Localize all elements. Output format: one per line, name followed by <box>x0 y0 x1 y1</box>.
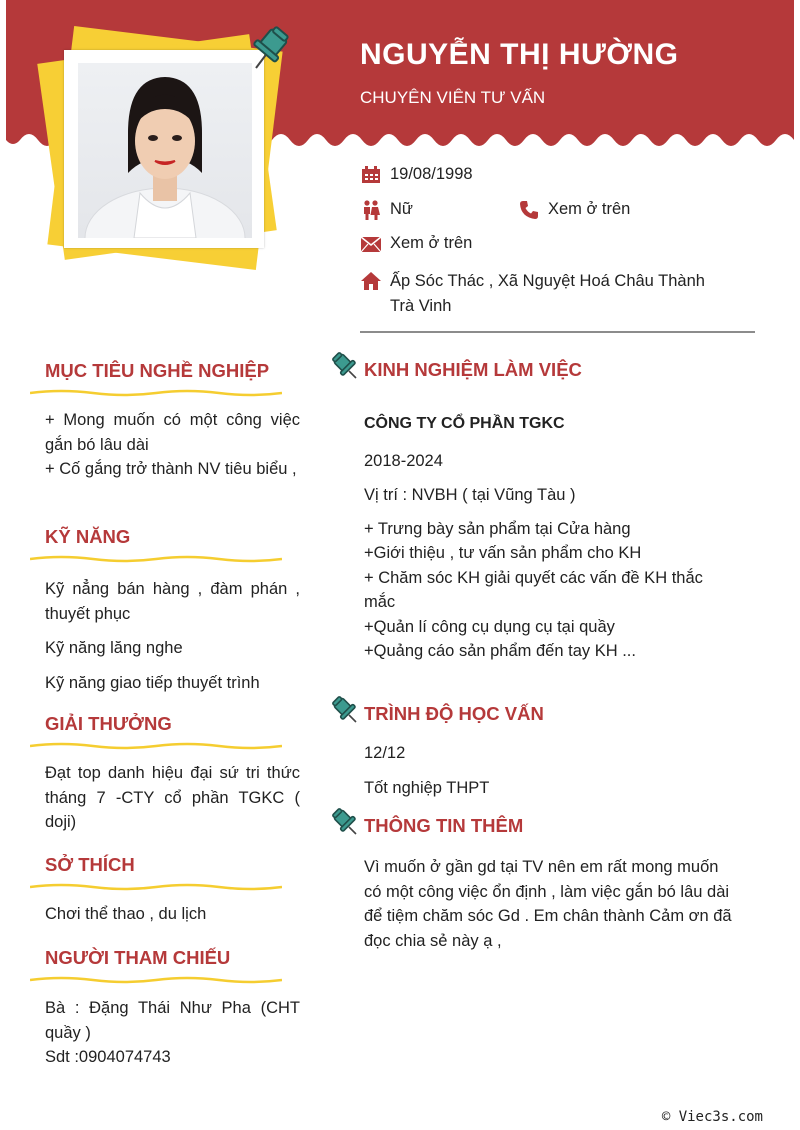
section-wave-underline <box>30 388 282 398</box>
education-degree: Tốt nghiệp THPT <box>364 778 490 797</box>
duty-item: +Quản lí công cụ dụng cụ tại quầy <box>364 617 615 636</box>
address-value <box>390 269 705 319</box>
awards-title: GIẢI THƯỞNG <box>45 713 172 734</box>
reference-line-2: Sdt :0904074743 <box>45 1048 171 1066</box>
additional-info-heading <box>330 808 750 843</box>
duties-list <box>364 517 750 664</box>
skill-item: Kỹ nẳng bán hàng , đàm phán , thuyết phục <box>45 580 300 623</box>
skills-list <box>30 577 300 695</box>
address-line-2: Trà Vinh <box>390 297 452 315</box>
education-body <box>330 741 750 800</box>
objective-line-2: + Cố gắng trở thành NV tiêu biểu , <box>45 460 297 478</box>
additional-info-section <box>330 808 750 953</box>
awards-text: Đạt top danh hiệu đại sứ tri thức tháng 7 -CTY cổ phần TGKC ( doji) <box>45 764 300 831</box>
additional-info-title: THÔNG TIN THÊM <box>364 814 524 836</box>
company-name: CÔNG TY CỔ PHẦN TGKC <box>364 415 565 432</box>
experience-body <box>330 412 750 664</box>
duty-item: + Trưng bày sản phẩm tại Cửa hàng <box>364 519 631 538</box>
section-wave-underline <box>30 554 282 564</box>
phone-row <box>518 200 630 220</box>
objective-title: MỤC TIÊU NGHỀ NGHIỆP <box>45 360 270 381</box>
hobbies-text: Chơi thể thao , du lịch <box>45 905 207 923</box>
candidate-name: NGUYỄN THỊ HƯỜNG <box>360 38 679 71</box>
education-section <box>330 696 750 800</box>
duty-item: +Giới thiệu , tư vấn sản phẩm cho KH <box>364 544 642 562</box>
home-icon <box>360 271 382 291</box>
address-line-1: Ấp Sóc Thác , Xã Nguyệt Hoá Châu Thành <box>390 272 705 290</box>
skill-item: Kỹ năng giao tiếp thuyết trình <box>45 673 260 692</box>
address-row <box>360 269 705 319</box>
gender-row <box>360 200 413 220</box>
references-text <box>30 996 300 1070</box>
photo-white-frame <box>64 50 264 248</box>
pushpin-icon <box>330 808 364 843</box>
references-section <box>30 947 300 1070</box>
phone-value[interactable]: Xem ở trên <box>548 200 631 218</box>
references-title: NGƯỜI THAM CHIẾU <box>45 947 231 968</box>
experience-title: KINH NGHIỆM LÀM VIỆC <box>364 358 582 380</box>
candidate-title: CHUYÊN VIÊN TƯ VẤN <box>360 88 546 107</box>
skills-section <box>30 526 300 695</box>
info-divider <box>360 331 755 333</box>
pushpin-icon <box>330 696 364 731</box>
section-wave-underline <box>30 741 282 751</box>
duty-item: +Quảng cáo sản phẩm đến tay KH ... <box>364 642 636 660</box>
experience-heading <box>330 352 750 387</box>
additional-info-text: Vì muốn ở gần gd tại TV nên em rất mong muốn có một công việc ổn định , làm việc gắn bó lâu dài để tiệm chăm sóc Gd . Em chân thành Cảm ơn đã đọc chia sẻ này ạ , <box>364 858 732 950</box>
duty-item: + Chăm sóc KH giải quyết các vấn đề KH thắc mắc <box>364 568 703 611</box>
objective-text <box>30 408 300 482</box>
education-title: TRÌNH ĐỘ HỌC VẤN <box>364 702 544 724</box>
work-period: 2018-2024 <box>364 451 443 470</box>
hobbies-section <box>30 854 300 927</box>
section-wave-underline <box>30 882 282 892</box>
pushpin-icon <box>248 26 290 77</box>
objective-section <box>30 360 300 482</box>
envelope-icon <box>360 234 382 254</box>
work-position: Vị trí : NVBH ( tại Vũng Tàu ) <box>364 486 576 504</box>
calendar-icon <box>360 165 382 185</box>
email-row <box>360 234 472 254</box>
gender-value: Nữ <box>390 200 413 218</box>
awards-section <box>30 713 300 835</box>
dob-value: 19/08/1998 <box>390 165 473 183</box>
footer-credit[interactable]: © Viec3s.com <box>661 1109 763 1125</box>
profile-photo <box>78 63 252 238</box>
section-wave-underline <box>30 975 282 985</box>
skills-title: KỸ NĂNG <box>45 526 131 547</box>
experience-section <box>330 352 750 664</box>
objective-line-1: + Mong muốn có một công việc gắn bó lâu dài <box>45 411 300 454</box>
phone-icon <box>518 200 540 220</box>
hobbies-title: SỞ THÍCH <box>45 854 135 875</box>
reference-line-1: Bà : Đặng Thái Như Pha (CHT quầy ) <box>45 999 300 1042</box>
people-icon <box>360 200 382 220</box>
education-grade: 12/12 <box>364 744 406 762</box>
education-heading <box>330 696 750 731</box>
skill-item: Kỹ năng lăng nghe <box>45 639 183 657</box>
dob-row <box>360 165 473 185</box>
email-value[interactable]: Xem ở trên <box>390 234 473 252</box>
pushpin-icon <box>330 352 364 387</box>
